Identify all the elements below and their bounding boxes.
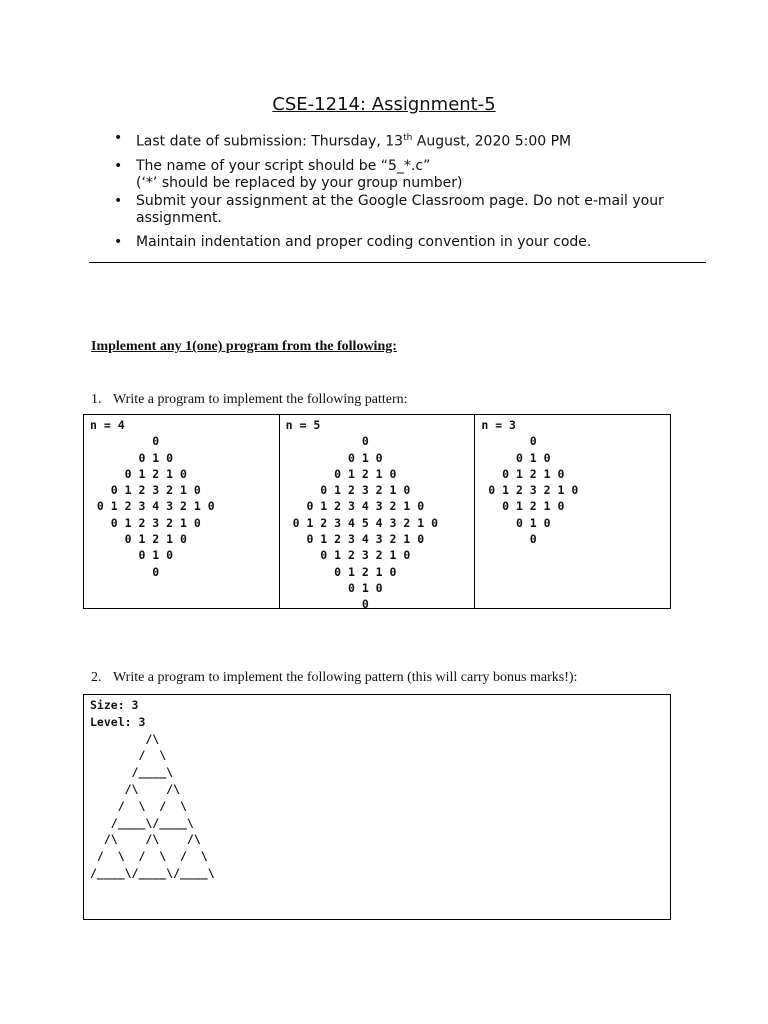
bullet-marker: • — [114, 157, 123, 174]
question-2-text: Write a program to implement the following pattern (this will carry bonus marks!): — [113, 670, 578, 685]
bullet-marker: • — [114, 233, 123, 250]
conventions-text: Maintain indentation and proper coding convention in your code. — [136, 233, 592, 250]
bullet-script-name — [114, 158, 714, 192]
size-line: Size: 3 — [90, 698, 139, 712]
requirements-list — [114, 130, 714, 258]
pattern-cell-n4 — [84, 415, 280, 608]
bullet-submission — [114, 193, 714, 227]
instruction-heading: Implement any 1(one) program from the following: — [91, 339, 397, 354]
bullet-conventions — [114, 234, 714, 251]
pattern-lines-n4: 0 0 1 0 0 1 2 1 0 0 1 2 3 2 1 0 0 1 2 3 4 3 2 1 0 0 1 2 3 2 1 0 0 1 2 1 0 0 1 0 0 — [96, 434, 215, 579]
pattern-lines-n5: 0 0 1 0 0 1 2 1 0 0 1 2 3 2 1 0 0 1 2 3 4 3 2 1 0 0 1 2 3 4 5 4 3 2 1 0 0 1 2 3 4 3 2 1 0 0 1 2 3 2 1 0 0 1 2 1 0 0 1 0 0 — [292, 434, 438, 612]
question-1-number: 1. — [91, 392, 102, 407]
question-1 — [91, 392, 408, 408]
bullet-marker: • — [114, 130, 123, 146]
deadline-text-start: Last date of submission: Thursday, 13 — [136, 133, 404, 150]
pattern-header-n3: n = 3 — [481, 418, 516, 432]
pattern-cell-n5 — [280, 415, 476, 612]
pattern-header-n4: n = 4 — [90, 418, 125, 432]
script-name-line: The name of your script should be “5_*.c” — [136, 157, 431, 174]
level-line: Level: 3 — [90, 714, 146, 729]
deadline-text-end: August, 2020 5:00 PM — [412, 133, 572, 150]
pattern-table — [83, 414, 671, 612]
pattern-lines-n3: 0 0 1 0 0 1 2 1 0 0 1 2 3 2 1 0 0 1 2 1 0 0 1 0 0 — [488, 434, 579, 547]
pattern-header-n5: n = 5 — [285, 418, 321, 432]
triangle-pattern-box — [83, 694, 671, 920]
document-title: CSE-1214: Assignment-5 — [272, 94, 496, 115]
deadline-superscript: th — [403, 133, 413, 143]
question-1-text: Write a program to implement the following pattern: — [113, 392, 408, 407]
bullet-marker: • — [114, 192, 123, 209]
bullet-deadline — [114, 130, 714, 151]
horizontal-divider — [89, 262, 706, 263]
question-2 — [91, 670, 577, 686]
submission-text: Submit your assignment at the Google Classroom page. Do not e-mail your assignment. — [136, 192, 664, 226]
script-name-note: (‘*’ should be replaced by your group number) — [136, 174, 463, 191]
question-2-number: 2. — [91, 670, 102, 685]
pattern-cell-n3 — [475, 415, 670, 608]
triangle-pattern: /\ / \ /____\ /\ /\ / \ / \ /____\/____\ /\ /\ /\ / \ / \ / \ /____\/____\/____\ — [90, 731, 215, 880]
